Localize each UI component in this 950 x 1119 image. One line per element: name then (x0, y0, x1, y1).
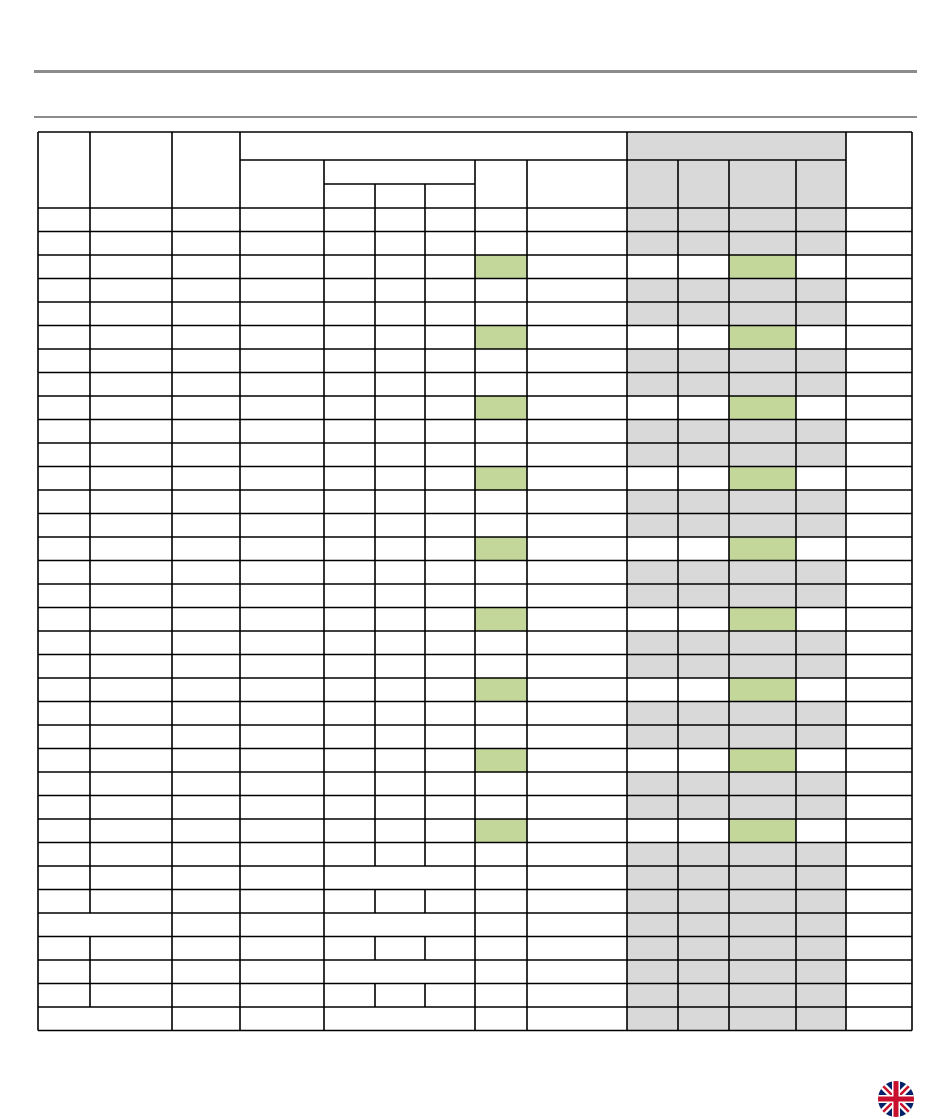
highlight-cell (729, 326, 796, 350)
uk-flag-icon[interactable] (878, 1081, 914, 1117)
highlight-cell (729, 467, 796, 491)
shaded-cell-block (627, 702, 846, 726)
shaded-cell-block (627, 631, 846, 655)
shaded-cell-block (627, 514, 846, 538)
highlight-cell (475, 255, 527, 279)
shaded-cell-block (627, 279, 846, 303)
header-group-shaded (627, 132, 846, 208)
shaded-cell-block (627, 960, 846, 984)
shaded-cell-block (627, 655, 846, 679)
highlight-cell (475, 467, 527, 491)
highlight-cell (729, 608, 796, 632)
shaded-cell-block (627, 208, 846, 232)
shaded-cell-block (627, 725, 846, 749)
shaded-cell-block (627, 490, 846, 514)
highlight-cell (729, 396, 796, 420)
highlight-cell (475, 749, 527, 773)
shaded-cell-block (627, 772, 846, 796)
shaded-cell-block (627, 232, 846, 256)
shaded-cell-block (627, 373, 846, 397)
highlight-cell (475, 608, 527, 632)
shaded-cell-block (627, 866, 846, 890)
shaded-cell-block (627, 796, 846, 820)
highlight-cell (475, 678, 527, 702)
shaded-cell-block (627, 984, 846, 1008)
highlight-cell (475, 537, 527, 561)
highlight-cell (729, 819, 796, 843)
shaded-cell-block (627, 420, 846, 444)
shaded-cell-block (627, 1007, 846, 1031)
highlight-cell (729, 255, 796, 279)
shaded-cell-block (627, 843, 846, 867)
highlight-cell (729, 678, 796, 702)
highlight-cell (475, 819, 527, 843)
shaded-cell-block (627, 349, 846, 373)
shaded-cell-block (627, 302, 846, 326)
shaded-cell-block (627, 890, 846, 914)
shaded-cell-block (627, 561, 846, 585)
highlight-cell (729, 749, 796, 773)
highlight-cell (475, 326, 527, 350)
shaded-cell-block (627, 913, 846, 937)
shaded-cell-block (627, 937, 846, 961)
shaded-cell-block (627, 584, 846, 608)
highlight-cell (475, 396, 527, 420)
highlight-cell (729, 537, 796, 561)
shaded-cell-block (627, 443, 846, 467)
